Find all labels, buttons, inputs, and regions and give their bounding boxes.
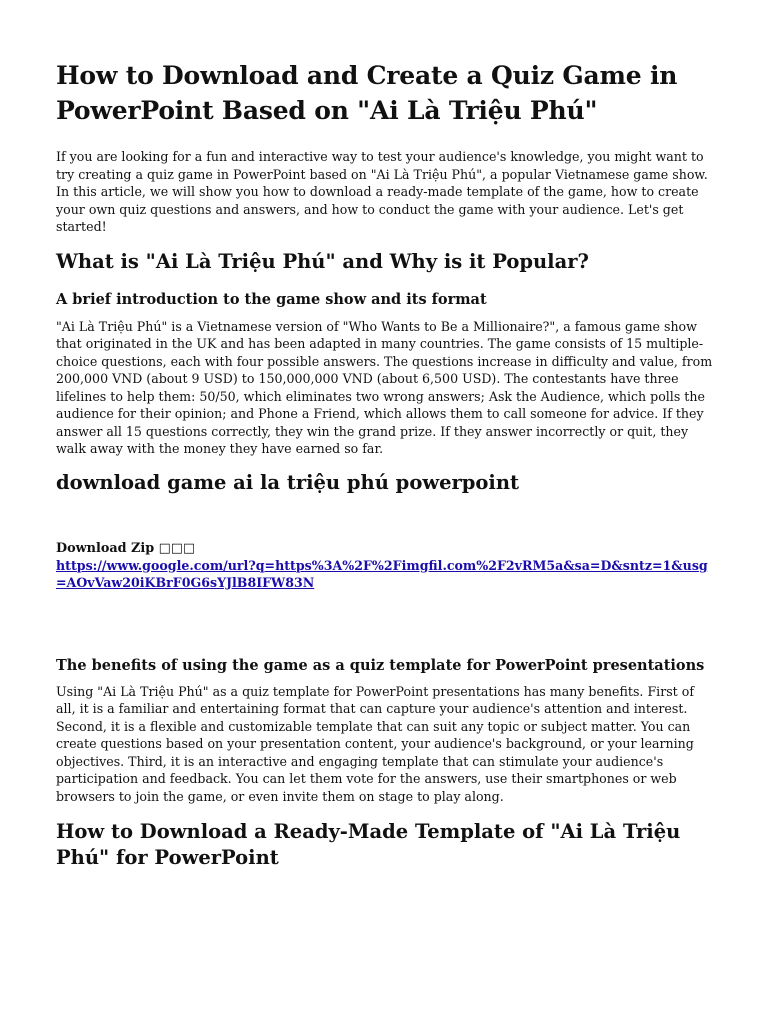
intro-paragraph: If you are looking for a fun and interactive way to test your audience's knowledge, you might want to try creating a quiz game in PowerPoint based on "Ai Là Triệu Phú", a popular Vietnamese game show. In this article, we will show you how to download a ready-made template of the game, how to create your own quiz questions and answers, and how to conduct the game with your audience. Let's get started! <box>56 149 708 234</box>
benefits-paragraph: Using "Ai Là Triệu Phú" as a quiz template for PowerPoint presentations has many benefits. First of all, it is a familiar and entertaining format that can capture your audience's attention and interest. Second, it is a flexible and customizable template that can suit any topic or subject matter. You can create questions based on your presentation content, your audience's background, or your learning objectives. Third, it is an interactive and engaging template that can stimulate your audience's participation and feedback. You can let them vote for the answers, use their smartphones or web browsers to join the game, or even invite them on stage to play along. <box>56 683 694 804</box>
subheading-benefits: The benefits of using the game as a quiz template for PowerPoint presentations <box>56 656 705 674</box>
subheading-game-introduction: A brief introduction to the game show and its format <box>56 290 487 308</box>
download-zip-label: Download Zip □□□ <box>56 540 195 556</box>
section-heading-what-is: What is "Ai Là Triệu Phú" and Why is it Popular? <box>56 249 589 273</box>
game-introduction-paragraph: "Ai Là Triệu Phú" is a Vietnamese version of "Who Wants to Be a Millionaire?", a famous game show that originated in the UK and has been adapted in many countries. The game consists of 15 multiple-choice questions, each with four possible answers. The questions increase in difficulty and value, from 200,000 VND (about 9 USD) to 150,000,000 VND (about 6,500 USD). The contestants have three lifelines to help them: 50/50, which eliminates two wrong answers; Ask the Audience, which polls the audience for their opinion; and Phone a Friend, which allows them to call someone for advice. If they answer all 15 questions correctly, they win the grand prize. If they answer incorrectly or quit, they walk away with the money they have earned so far. <box>56 318 713 456</box>
section-heading-download: download game ai la triệu phú powerpoint <box>56 470 520 494</box>
download-block <box>56 540 714 591</box>
section-heading-how-to-download: How to Download a Ready-Made Template of "Ai Là Triệu Phú" for PowerPoint <box>56 820 681 869</box>
page-title: How to Download and Create a Quiz Game in PowerPoint Based on "Ai Là Triệu Phú" <box>56 61 678 125</box>
download-link[interactable]: https://www.google.com/url?q=https%3A%2F%2Fimgfil.com%2F2vRM5a&sa=D&sntz=1&usg=AOvVaw20iKBrF0G6sYJlB8IFW83N <box>56 557 708 590</box>
